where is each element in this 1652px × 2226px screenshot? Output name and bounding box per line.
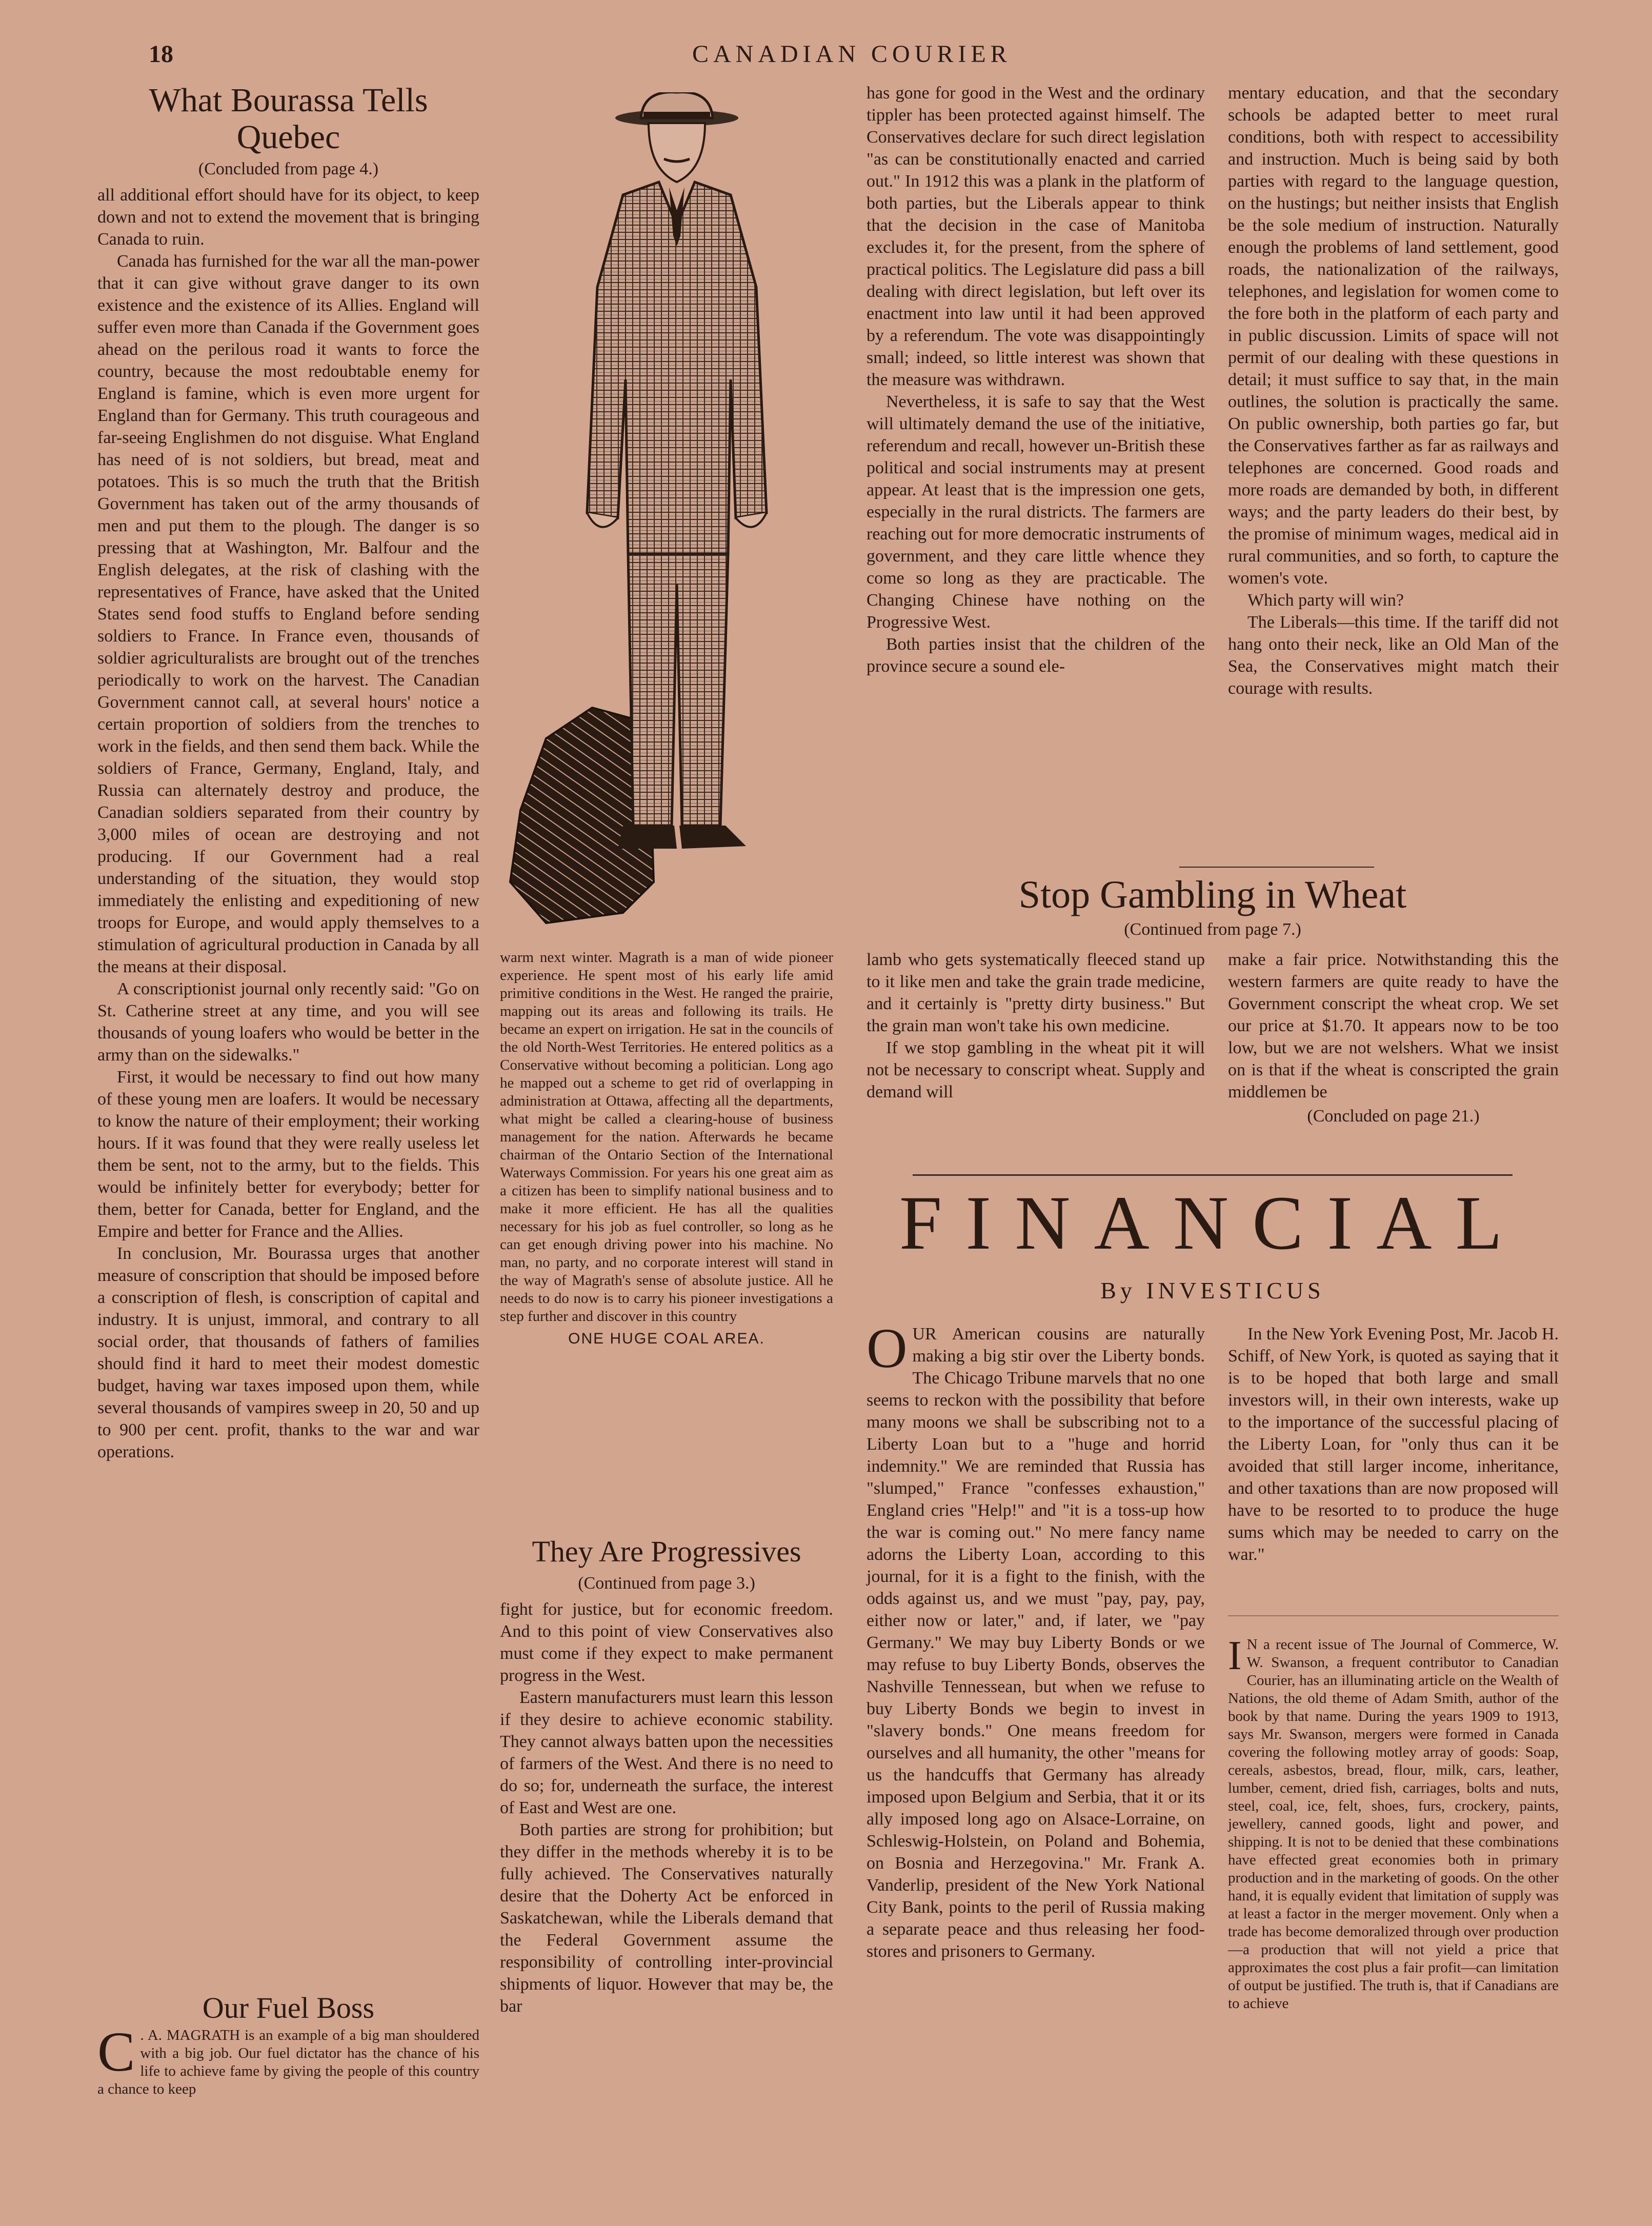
illustration — [500, 92, 833, 933]
financial-col-a-text: UR American cousins are naturally making a big stir over the Liberty bonds. The Chicago Tribune marvels that no one seems to reckon with the possibility that before many moons we shall be subscribing not to a Liberty Loan but to a "huge and horrid indemnity." We are reminded that Russia has "slumped," France "confesses exhaustion," England cries "Help!" and "it is a toss-up how the war is coming out." No mere fancy name adorns the Liberty Loan, according to this journal, for it is a fight to the finish, with the odds against us, and we must "pay, pay, pay, either now or later," and, if later, we "pay Germany." We may buy Liberty Bonds or we may refuse to buy Liberty Bonds, observes the Nashville Tennessean, but when we refuse to buy Liberty Bonds we begin to invest in "slavery bonds." One means freedom for ourselves and all humanity, the other "means for us the handcuffs that Germany has already imposed upon Belgium and Serbia, that it or its ally imposed long ago on Alsace-Lorraine, on Schleswig-Holstein, on Poland and Bohemia, on Bosnia and Herzegovina." Mr. Frank A. Vanderlip, president of the New York National City Bank, points to the peril of Russia making a separate peace and thus releasing her food-stores and prisoners to Germany. — [867, 1325, 1205, 1961]
bourassa-paragraph: Canada has furnished for the war all the man-power that it can give without grave danger to its own existence and the existence of its Allies. England will suffer even more than Canada if the Government goes ahead on the perilous road it wants to force the country, because the most redoubtable enemy for England is famine, which is even more urgent for England than for Germany. This truth courageous and far-seeing Englishmen do not disguise. What England has need of is not soldiers, but bread, meat and potatoes. This is so much the truth that the British Government has taken out of the army thousands of men and put them to the plough. The danger is so pressing that at Washington, Mr. Balfour and the English delegates, at the risk of clashing with the representatives of France, have asked that the United States send food stuffs to England before sending soldiers to France. In France even, thousands of soldier agriculturalists are brought out of the trenches periodically to work on the harvest. The Canadian Government cannot call, at several hours' notice a certain proportion of soldiers from the trenches to work in the fields, and then send them back. While the soldiers of France, Germany, England, Italy, and Russia can alternately destroy and produce, the Canadian soldiers separated from their country by 3,000 miles of ocean are destroying and not producing. If our Government had a real understanding of the situation, they would stop immediately the enlisting and expeditioning of new troops for Europe, and would apply themselves to a stimulation of agricultural production in Canada by all the means at their disposal. — [97, 252, 479, 976]
man-standing-on-coal-illustration — [500, 92, 833, 933]
page-number: 18 — [149, 41, 173, 68]
progressives-paragraph: The Liberals—this time. If the tariff did not hang onto their neck, like an Old Man of the Sea, the Conservatives might match their courage with results. — [1228, 613, 1559, 698]
wheat-concluded-note: (Concluded on page 21.) — [1307, 1107, 1480, 1126]
financial-dropcap: O — [867, 1317, 908, 1379]
wheat-paragraph: lamb who gets systematically fleeced stand up to it like men and take the grain trade medicine, and it certainly is "pretty dirty business." But the grain man won't take his own medicine. — [867, 950, 1205, 1035]
fuel-dropcap: C — [97, 2020, 135, 2083]
fuel-caption: ONE HUGE COAL AREA. — [568, 1330, 765, 1347]
bourassa-paragraph: First, it would be necessary to find out how many of these young men are loafers. It would be necessary to know the nature of their employment; their working hours. If it was found that they were really useless let them be sent, not to the army, but to the fields. This would be infinitely better for everybody; better for them, better for Canada, better for England, and the Empire and better for France and the Allies. — [97, 1068, 479, 1241]
progressives-paragraph: fight for justice, but for economic freedom. And to this point of view Conservatives also must come if they expect to make permanent progress in the West. — [500, 1600, 833, 1685]
bourassa-column — [97, 82, 479, 1463]
financial-mid-rule — [1228, 1615, 1559, 1616]
bourassa-paragraph: all additional effort should have for its object, to keep down and not to extend the movement that is bringing Canada to ruin. — [97, 186, 479, 249]
financial-col-b-second — [1228, 1633, 1559, 2013]
fuel-boss-intro — [97, 1990, 479, 2098]
progressives-col-c — [1228, 82, 1559, 699]
publication-title: CANADIAN COURIER — [692, 41, 1012, 68]
financial-top-rule — [913, 1174, 1513, 1176]
financial-col-a — [867, 1317, 1205, 1962]
progressives-paragraph: Which party will win? — [1247, 591, 1404, 610]
financial-col-b-text: In the New York Evening Post, Mr. Jacob H. Schiff, of New York, is quoted as saying that it is to be hoped that both large and small investors will, in their own interests, wake up to the importance of the successful placing of the Liberty Loan, for "only thus can it be avoided that still larger income, inheritance, and other taxations than are now proposed will have to be resorted to to produce the huge sums which may be needed to carry on the war." — [1228, 1325, 1559, 1564]
progressives-continued-note: (Continued from page 3.) — [578, 1574, 755, 1593]
progressives-paragraph: Nevertheless, it is safe to say that the West will ultimately demand the use of the initiative, referendum and recall, however un-British these political and social instruments may at present appear. At least that is the impression one gets, especially in the rural districts. The farmers are reaching out for more democratic instruments of government, and they care little whence they come so long as they are practicable. The Changing Chinese have nothing on the Progressive West. — [867, 392, 1205, 632]
progressives-paragraph: Eastern manufacturers must learn this lesson if they desire to achieve economic stability. They cannot always batten upon the necessities of farmers of the West. And there is no need to do so; for, underneath the surface, the interest of East and West are one. — [500, 1688, 833, 1817]
fuel-intro-text: . A. MAGRATH is an example of a big man shouldered with a big job. Our fuel dictator has the chance of his life to achieve fame by giving the people of this country a chance to keep — [97, 2027, 479, 2097]
bourassa-headline: What Bourassa Tells Quebec — [149, 82, 428, 156]
wheat-paragraph: If we stop gambling in the wheat pit it will not be necessary to conscript wheat. Supply and demand will — [867, 1038, 1205, 1101]
progressives-col-a — [500, 1533, 833, 2017]
progressives-paragraph: mentary education, and that the secondary schools be adapted better to meet rural conditions, both with respect to accessibility and instruction. Much is being said by both parties with regard to the language question, on the hustings; but neither insists that English be the sole medium of instruction. Naturally enough the problems of land settlement, good roads, the nationalization of the railways, telephones, and legislation for women come to the fore both in the platform of each party and in public discussion. Limits of space will not permit of our dealing with these questions in detail; it must suffice to say that, in the main outlines, the solution is practically the same. On public ownership, both parties go far, but the Conservatives farther as far as railways and telephones are concerned. Good roads and more roads are demanded by both, in different ways; and the party leaders do their best, by the promise of minimum wages, medical aid in rural communities, and so forth, to capture the women's vote. — [1228, 84, 1559, 588]
fuel-boss-headline: Our Fuel Boss — [202, 1991, 375, 2024]
progressives-paragraph: Both parties are strong for prohibition; but they differ in the methods whereby it is to be fully achieved. The Conservatives naturally desire that the Doherty Act be enforced in Saskatchewan, while the Liberals demand that the Federal Government assume the responsibility of controlling inter-provincial shipments of liquor. However that may be, the bar — [500, 1820, 833, 2016]
financial-dropcap-second: I — [1228, 1633, 1242, 1678]
bourassa-continued-note: (Concluded from page 4.) — [198, 159, 379, 178]
progressives-paragraph: has gone for good in the West and the ordinary tippler has been protected against himself. The Conservatives declare for such direct legislation "as can be constitutionally enacted and carried out." In 1912 this was a plank in the platform of both parties, but the Liberals appear to think that the decision in the case of Manitoba excludes it, for the present, from the sphere of practical politics. The Legislature did pass a bill dealing with direct legislation, but left over its enactment into law until it had been approved by a referendum. The vote was disappointingly small; indeed, so little interest was shown that the measure was withdrawn. — [867, 84, 1205, 389]
fuel-continuation-text: warm next winter. Magrath is a man of wide pioneer experience. He spent most of his early life amid primitive conditions in the West. He ranged the prairie, mapping out its areas and following its trails. He became an expert on irrigation. He sat in the councils of the old North-West Territories. He entered politics as a Conservative without becoming a politician. Long ago he mapped out a scheme to get rid of overlapping in administration at Ottawa, affecting all the departments, what might be called a clearing-house of business management for the nation. Afterwards he became chairman of the Ontario Section of the International Waterways Commission. For years his one great aim as a citizen has been to simplify national business and to make it more efficient. He has all the qualities necessary for his job as fuel controller, so long as he can get enough driving power into his machine. No man, no party, and no corporate interest will stand in the way of Magrath's sense of absolute justice. All he needs to do now is to carry his pioneer investigations a step further and discover in this country — [500, 949, 833, 1325]
financial-headline: FINANCIAL — [899, 1180, 1526, 1266]
progressives-paragraph: Both parties insist that the children of the province secure a sound ele- — [867, 635, 1205, 676]
wheat-headline: Stop Gambling in Wheat — [1018, 873, 1407, 916]
wheat-paragraph: make a fair price. Notwithstanding this the western farmers are quite ready to have the Government conscript the wheat crop. We set our price at $1.70. It appears now to be too low, but we are not welshers. What we insist on is that if the wheat is conscripted the grain middlemen be — [1228, 950, 1559, 1101]
progressives-headline: They Are Progressives — [532, 1535, 801, 1568]
bourassa-paragraph: In conclusion, Mr. Bourassa urges that another measure of conscription that should be imposed before a conscription of flesh, is conscription of capital and industry. It is unjust, immoral, and contrary to all social order, that thousands of fathers of families should find it hard to meet their modest domestic budget, having war taxes imposed upon them, while several thousands of vampires sweep in 20, 50 and up to 900 per cent. profit, thanks to the war and war operations. — [97, 1244, 479, 1461]
fuel-boss-continuation — [500, 949, 833, 1348]
wheat-col-a — [867, 949, 1205, 1103]
wheat-heading — [867, 872, 1559, 944]
section-divider — [1179, 867, 1374, 868]
financial-col-b-second-text: N a recent issue of The Journal of Commerce, W. W. Swanson, a frequent contributor to Canadian Courier, has an illuminating article on the Wealth of Nations, the old theme of Adam Smith, author of the book by that name. During the years 1909 to 1913, says Mr. Swanson, mergers were formed in Canada covering the following motley array of goods: Soap, cereals, asbestos, bread, flour, milk, cars, leather, lumber, cement, dried fish, carriages, bolts and nuts, steel, coal, ice, felt, shoes, furs, crockery, paints, jewellery, canned goods, light and power, and shipping. It is not to be denied that these combinations have effected great economies both in primary production and in the marketing of goods. On the other hand, it is equally evident that limitation of supply was at least a factor in the merger movement. Only when a trade has become demoralized through over production—a production that will not yield a price that approximates the cost plus a fair profit—can limitation of output be justified. The truth is, that if Canadians are to achieve — [1228, 1636, 1559, 2012]
bourassa-paragraph: A conscriptionist journal only recently said: "Go on St. Catherine street at any time, and you will see thousands of young loafers who would be better in the army than on the sidewalks." — [97, 979, 479, 1065]
wheat-continued-note: (Continued from page 7.) — [1124, 920, 1301, 939]
progressives-col-b — [867, 82, 1205, 677]
wheat-col-b — [1228, 949, 1559, 1131]
financial-byline: By INVESTICUS — [1100, 1277, 1325, 1303]
financial-col-b — [1228, 1323, 1559, 1566]
